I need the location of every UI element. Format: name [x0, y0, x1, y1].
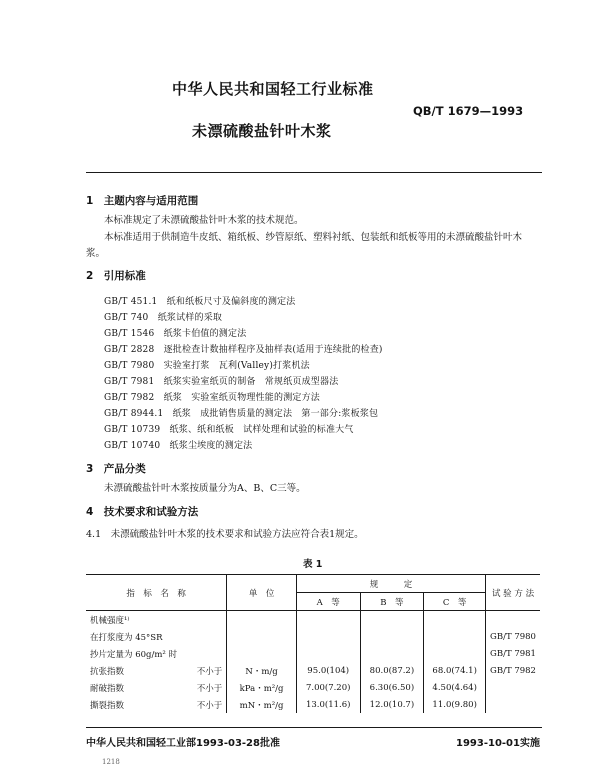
table-row [86, 628, 540, 645]
section-4-heading: 4 技术要求和试验方法 [86, 506, 199, 518]
page-number: 1218 [102, 758, 120, 766]
method-cell: GB/T 7981 [490, 648, 536, 659]
unit-cell: mN・m²/g [239, 700, 284, 711]
col-b-header: B 等 [380, 597, 404, 608]
grade-a-value: 95.0(104) [307, 665, 350, 676]
col-method-header: 试 验 方 法 [491, 588, 535, 599]
reference-item: GB/T 10740 纸浆尘埃度的测定法 [104, 441, 253, 451]
footer-divider [86, 727, 542, 728]
section-4-1-paragraph: 4.1 未漂硫酸盐针叶木浆的技术要求和试验方法应符合表1规定。 [86, 529, 364, 540]
method-cell: GB/T 7980 [490, 631, 536, 642]
table-row [86, 645, 540, 662]
requirements-table [86, 574, 540, 713]
reference-item: GB/T 7981 纸浆实验室纸页的制备 常规纸页成型器法 [104, 377, 339, 387]
indicator-qualifier: 不小于 [196, 666, 223, 677]
industry-standard-heading: 中华人民共和国轻工行业标准 [172, 80, 374, 98]
section-1-paragraph-2-cont: 浆。 [86, 248, 106, 259]
indicator-name: 耐破指数 [90, 683, 125, 694]
col-unit-header: 单 位 [248, 588, 275, 599]
grade-a-value: 13.0(11.6) [305, 699, 351, 710]
indicator-name: 抗张指数 [90, 666, 125, 677]
grade-b-value: 80.0(87.2) [369, 665, 415, 676]
table-caption: 表 1 [303, 559, 323, 570]
section-1-paragraph-2: 本标准适用于供制造牛皮纸、箱纸板、纱管原纸、塑料衬纸、包装纸和纸板等用的未漂硫酸盐针叶木 [104, 232, 523, 243]
section-3-paragraph: 未漂硫酸盐针叶木浆按质量分为A、B、C三等。 [104, 483, 306, 494]
method-cell: GB/T 7982 [490, 665, 536, 676]
grade-c-value: 68.0(74.1) [432, 665, 477, 676]
section-2-heading: 2 引用标准 [86, 270, 146, 282]
header-divider [86, 172, 542, 173]
table-row [86, 662, 540, 679]
col-c-header: C 等 [442, 597, 467, 608]
grade-c-value: 11.0(9.80) [432, 699, 477, 710]
document-title: 未漂硫酸盐针叶木浆 [192, 122, 332, 140]
col-indicator-header: 指 标 名 称 [126, 588, 186, 599]
section-1-paragraph-1: 本标准规定了未漂硫酸盐针叶木浆的技术规范。 [104, 215, 304, 226]
table-row [86, 696, 540, 713]
reference-item: GB/T 7982 纸浆 实验室纸页物理性能的测定方法 [104, 393, 321, 403]
unit-cell: kPa・m²/g [239, 683, 284, 694]
table-row [86, 611, 540, 629]
sheet-condition: 抄片定量为 60g/m² 时 [90, 649, 177, 660]
reference-item: GB/T 2828 逐批检查计数抽样程序及抽样表(适用于连续批的检查) [104, 345, 383, 355]
standard-code: QB/T 1679—1993 [413, 104, 524, 118]
grade-b-value: 6.30(6.50) [369, 682, 415, 693]
col-a-header: A 等 [316, 597, 340, 608]
section-1-heading: 1 主题内容与适用范围 [86, 195, 199, 207]
table-row [86, 679, 540, 696]
reference-item: GB/T 451.1 纸和纸板尺寸及偏斜度的测定法 [104, 297, 296, 307]
reference-item: GB/T 740 纸浆试样的采取 [104, 313, 223, 323]
table-header-row [86, 575, 540, 593]
approval-note: 中华人民共和国轻工业部1993-03-28批准 [86, 738, 280, 749]
group-label: 机械强度¹⁾ [90, 615, 130, 626]
grade-a-value: 7.00(7.20) [305, 682, 351, 693]
grade-c-value: 4.50(4.64) [432, 682, 477, 693]
reference-item: GB/T 7980 实验室打浆 瓦利(Valley)打浆机法 [104, 361, 310, 371]
indicator-name: 撕裂指数 [90, 700, 125, 711]
grade-b-value: 12.0(10.7) [369, 699, 415, 710]
section-3-heading: 3 产品分类 [86, 463, 146, 475]
reference-item: GB/T 8944.1 纸浆 成批销售质量的测定法 第一部分:浆板浆包 [104, 409, 379, 419]
indicator-qualifier: 不小于 [196, 700, 223, 711]
reference-item: GB/T 1546 纸浆卡伯值的测定法 [104, 329, 247, 339]
reference-item: GB/T 10739 纸浆、纸和纸板 试样处理和试验的标准大气 [104, 425, 354, 435]
beating-condition: 在打浆度为 45°SR [90, 632, 163, 643]
unit-cell: N・m/g [245, 666, 278, 677]
indicator-qualifier: 不小于 [196, 683, 223, 694]
implementation-date: 1993-10-01实施 [456, 738, 540, 749]
col-spec-header: 规 定 [369, 579, 413, 590]
